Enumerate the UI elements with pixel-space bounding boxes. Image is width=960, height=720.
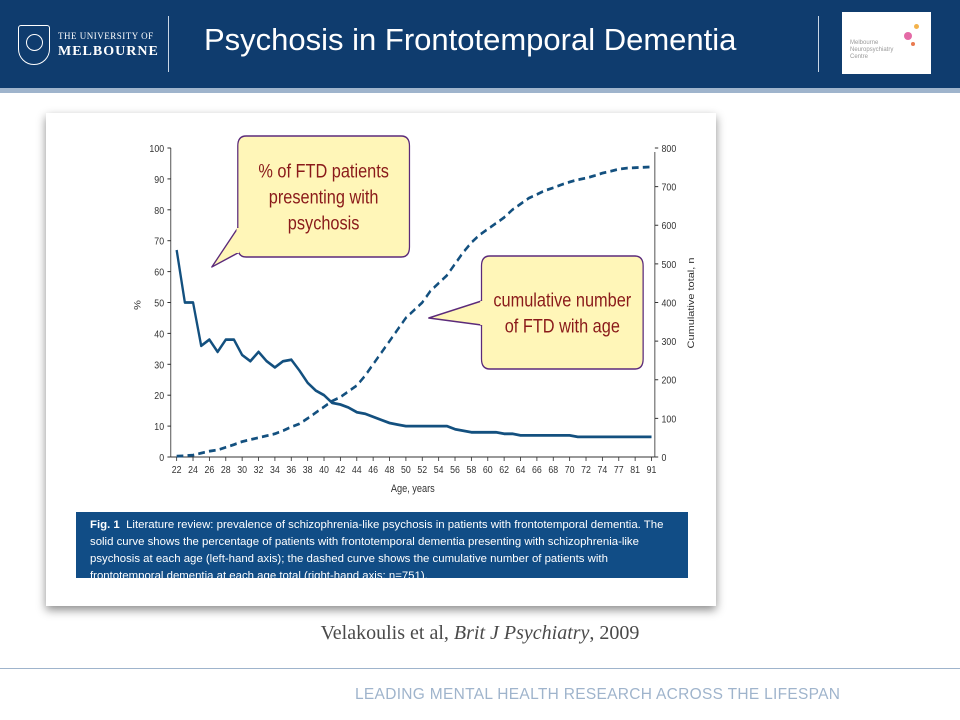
x-axis-tick-label: 70 [564,464,575,477]
x-axis-tick-label: 68 [548,464,559,477]
x-axis-tick-label: 54 [433,464,444,477]
left-axis-tick-label: 90 [154,174,165,187]
x-axis-tick-label: 91 [646,464,657,477]
x-axis-tick-label: 64 [515,464,526,477]
right-axis-title: Cumulative total, n [686,257,697,349]
partner-logo-dot [904,32,912,40]
caption-fig-label: Fig. 1 [90,519,120,531]
university-logo [18,22,158,70]
psychosis-callout-text: presenting with [268,186,379,208]
footer-tagline: LEADING MENTAL HEALTH RESEARCH ACROSS THE LIFESPAN [355,686,841,703]
left-axis-tick-label: 40 [154,328,165,341]
x-axis-tick-label: 36 [286,464,297,477]
x-axis-tick-label: 26 [204,464,215,477]
x-axis-tick-label: 28 [220,464,231,477]
psychosis-callout-text: % of FTD patients [258,160,389,182]
x-axis-tick-label: 62 [499,464,510,477]
figure-caption [76,512,688,582]
citation [0,622,960,645]
x-axis-tick-label: 42 [335,464,346,477]
x-axis-tick-label: 38 [302,464,313,477]
x-axis-tick-label: 81 [630,464,641,477]
cumulative-callout-box [482,256,644,369]
left-axis-tick-label: 50 [154,297,165,310]
partner-logo-dot [914,24,919,29]
x-axis-tick-label: 72 [581,464,591,477]
partner-logo [842,12,931,74]
header-divider [168,16,169,72]
right-axis-tick-label: 200 [661,375,677,388]
left-axis-tick-label: 80 [154,205,165,218]
left-axis-tick-label: 70 [154,236,165,248]
figure-card [46,113,716,606]
x-axis-tick-label: 77 [613,464,624,477]
logo-main-text: MELBOURNE [58,44,159,59]
x-axis-tick-label: 60 [482,464,493,477]
x-axis-tick-label: 74 [597,464,608,477]
right-axis-tick-label: 800 [661,143,677,156]
footer-divider [0,668,960,669]
right-axis-tick-label: 300 [661,336,677,349]
psychosis-callout-pointer [212,228,238,267]
x-axis-tick-label: 66 [532,464,542,477]
cumulative-callout-pointer [429,301,482,325]
right-axis-tick-label: 0 [661,452,667,465]
left-axis-title: % [133,300,144,310]
cumulative-callout-text: cumulative number [493,289,632,311]
partner-logo-text: Melbourne Neuropsychiatry Centre [850,40,894,60]
x-axis-tick-label: 46 [368,464,379,477]
left-axis-tick-label: 10 [154,421,165,434]
x-axis-tick-label: 40 [319,464,329,477]
crest-icon [18,25,50,65]
cumulative-callout-text: of FTD with age [504,315,620,337]
left-axis-tick-label: 100 [149,143,165,156]
header-stripe [0,88,960,93]
x-axis-tick-label: 24 [188,464,198,477]
caption-text: Literature review: prevalence of schizophrenia-like psychosis in patients with frontotemporal dementia. The solid curve shows the percentage of patients with frontotemporal dementia presenting with schizophrenia-like psychosis at each age (left-hand axis); the dashed curve shows the cumulative number of patients with frontotemporal dementia at each age total (right-hand axis; n=751). [90,519,664,582]
logo-top-text: THE UNIVERSITY OF [58,31,154,41]
x-axis-title: Age, years [390,483,435,496]
right-axis-tick-label: 600 [661,220,677,233]
slide-title: Psychosis in Frontotemporal Dementia [204,22,737,57]
x-axis-tick-label: 48 [384,464,395,477]
right-axis-tick-label: 700 [661,181,677,194]
x-axis-tick-label: 52 [417,464,428,477]
psychosis-callout-text: psychosis [287,212,360,234]
citation-journal: Brit J Psychiatry [453,622,590,644]
x-axis-tick-label: 34 [270,464,280,477]
x-axis-tick-label: 50 [401,464,411,477]
partner-logo-dot [911,42,915,46]
header-divider [818,16,819,72]
citation-year: , 2009 [589,622,640,644]
right-axis-tick-label: 500 [661,259,677,272]
x-axis-tick-label: 30 [237,464,248,477]
x-axis-tick-label: 56 [450,464,460,477]
header-bar [0,0,960,88]
right-axis-tick-label: 100 [661,413,677,426]
left-axis-tick-label: 30 [154,359,165,372]
x-axis-tick-label: 44 [351,464,362,477]
x-axis-tick-label: 32 [253,464,264,477]
right-axis-tick-label: 400 [661,297,677,310]
x-axis-tick-label: 22 [171,464,182,477]
left-axis-tick-label: 60 [154,266,165,279]
x-axis-tick-label: 58 [466,464,477,477]
citation-authors: Velakoulis et al, [320,622,454,644]
left-axis-tick-label: 0 [159,452,165,465]
left-axis-tick-label: 20 [154,390,165,403]
